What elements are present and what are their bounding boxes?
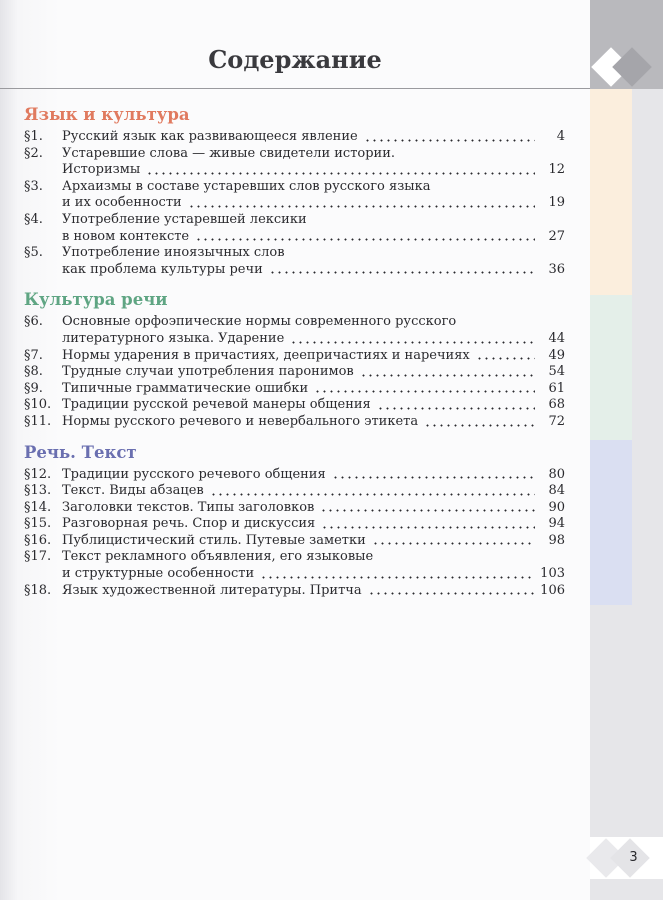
dot-leader xyxy=(320,502,535,512)
section-number: §13. xyxy=(24,483,52,499)
toc-entry xyxy=(24,179,565,212)
page-ref: 72 xyxy=(548,413,565,429)
entry-line xyxy=(62,549,565,566)
entry-title: Разговорная речь. Спор и дискуссия xyxy=(62,516,316,532)
dot-leader xyxy=(360,367,535,377)
page-number-ornament xyxy=(590,837,663,879)
entry-line xyxy=(62,566,565,583)
page-number: 3 xyxy=(629,850,638,865)
entry-body xyxy=(62,146,565,179)
entry-line xyxy=(62,348,565,365)
dot-leader xyxy=(210,486,535,496)
entry-title: Употребление устаревшей лексики xyxy=(62,211,307,227)
toc-entry xyxy=(24,549,565,582)
entry-body xyxy=(62,583,565,600)
entry-line xyxy=(62,179,565,196)
section-band-2 xyxy=(590,295,632,440)
dot-leader xyxy=(195,231,535,241)
entry-body xyxy=(62,314,565,347)
entry-line xyxy=(62,146,565,163)
dot-leader xyxy=(146,165,535,175)
entry-line xyxy=(62,483,565,500)
section-heading: Культура речи xyxy=(24,290,168,310)
page-ref: 19 xyxy=(548,195,565,211)
entry-body xyxy=(62,129,565,146)
section-number: §17. xyxy=(24,549,52,565)
section-number: §8. xyxy=(24,364,43,380)
section-number: §2. xyxy=(24,145,43,161)
toc-entry xyxy=(24,516,565,533)
section-number: §6. xyxy=(24,314,43,330)
dot-leader xyxy=(332,469,535,479)
section-number: §18. xyxy=(24,582,52,598)
entry-title: литературного языка. Ударение xyxy=(62,330,285,346)
entry-title: Публицистический стиль. Путевые заметки xyxy=(62,532,366,548)
entry-title: Нормы ударения в причастиях, деепричастиях и наречиях xyxy=(62,347,470,363)
entry-line xyxy=(62,516,565,533)
page-ref: 4 xyxy=(556,129,565,144)
entry-body xyxy=(62,414,565,431)
toc-entry xyxy=(24,212,565,245)
entry-title: Текст рекламного объявления, его языковые xyxy=(62,549,374,565)
page-ref: 68 xyxy=(548,397,565,413)
entry-line xyxy=(62,583,565,600)
section-number: §14. xyxy=(24,499,52,515)
entry-line xyxy=(62,414,565,431)
toc-entry xyxy=(24,500,565,517)
entry-title: Историзмы xyxy=(62,162,141,178)
dot-leader xyxy=(290,334,535,344)
toc-entry xyxy=(24,348,565,365)
entry-title: Заголовки текстов. Типы заголовков xyxy=(62,499,315,515)
entry-body xyxy=(62,381,565,398)
entry-title: Трудные случаи употребления паронимов xyxy=(62,364,354,380)
dot-leader xyxy=(368,585,535,595)
entry-title: Типичные грамматические ошибки xyxy=(62,380,309,396)
dot-leader xyxy=(424,417,535,427)
entry-line xyxy=(62,212,565,229)
entry-title: Традиции русской речевой манеры общения xyxy=(62,397,371,413)
entry-title: в новом контексте xyxy=(62,228,190,244)
entry-title: и их особенности xyxy=(62,195,182,211)
entry-body xyxy=(62,467,565,484)
entry-title: Основные орфоэпические нормы современного русского xyxy=(62,314,457,330)
entry-title: и структурные особенности xyxy=(62,566,255,582)
toc-entry xyxy=(24,533,565,550)
dot-leader xyxy=(476,350,535,360)
toc-entry xyxy=(24,129,565,146)
entry-body xyxy=(62,549,565,582)
section-number: §12. xyxy=(24,466,52,482)
header-rule xyxy=(0,88,663,89)
section-number: §16. xyxy=(24,532,52,548)
entry-line xyxy=(62,500,565,517)
page-ref: 12 xyxy=(548,162,565,178)
page-ref: 49 xyxy=(548,347,565,363)
dot-leader xyxy=(372,535,535,545)
toc-entry xyxy=(24,245,565,278)
section-number: §7. xyxy=(24,347,43,363)
entry-line xyxy=(62,381,565,398)
section-number: §5. xyxy=(24,245,43,261)
entry-title: Устаревшие слова — живые свидетели истории. xyxy=(62,145,395,161)
entry-body xyxy=(62,179,565,212)
toc-entry xyxy=(24,381,565,398)
toc-entry xyxy=(24,397,565,414)
page-ref: 44 xyxy=(548,330,565,346)
page-ref: 27 xyxy=(548,228,565,244)
dot-leader xyxy=(364,132,535,142)
section-number: §3. xyxy=(24,178,43,194)
entry-body xyxy=(62,483,565,500)
dot-leader xyxy=(260,569,535,579)
diamond-icon xyxy=(612,47,652,87)
entry-body xyxy=(62,364,565,381)
toc-entry xyxy=(24,364,565,381)
entry-title: Употребление иноязычных слов xyxy=(62,245,285,261)
diamond-ornament-top xyxy=(590,46,663,88)
entry-line xyxy=(62,533,565,550)
section-number: §9. xyxy=(24,380,43,396)
side-strip xyxy=(590,0,663,900)
entry-title: как проблема культуры речи xyxy=(62,261,263,277)
toc-entry xyxy=(24,467,565,484)
entry-body xyxy=(62,348,565,365)
section-number: §10. xyxy=(24,397,52,413)
entry-title: Традиции русского речевого общения xyxy=(62,466,326,482)
toc-entry xyxy=(24,483,565,500)
entry-title: Русский язык как развивающееся явление xyxy=(62,129,358,144)
page-ref: 61 xyxy=(548,380,565,396)
entry-line xyxy=(62,397,565,414)
toc-entry xyxy=(24,146,565,179)
entry-title: Текст. Виды абзацев xyxy=(62,483,204,499)
section-number: §1. xyxy=(24,129,43,144)
entry-body xyxy=(62,500,565,517)
entry-body xyxy=(62,533,565,550)
section-band-1 xyxy=(590,89,632,295)
entry-title: Нормы русского речевого и невербального этикета xyxy=(62,413,419,429)
entry-line xyxy=(62,467,565,484)
entry-body xyxy=(62,516,565,533)
page-ref: 54 xyxy=(548,364,565,380)
dot-leader xyxy=(188,198,535,208)
page-ref: 80 xyxy=(548,466,565,482)
entry-line xyxy=(62,162,565,179)
section-heading: Речь. Текст xyxy=(24,442,137,462)
page-ref: 106 xyxy=(540,582,565,598)
entry-line xyxy=(62,245,565,262)
toc-entry xyxy=(24,583,565,600)
entry-line xyxy=(62,129,565,146)
entry-line xyxy=(62,195,565,212)
entry-title: Язык художественной литературы. Притча xyxy=(62,582,362,598)
entry-body xyxy=(62,212,565,245)
entry-line xyxy=(62,229,565,246)
table-of-contents xyxy=(24,104,565,599)
entry-body xyxy=(62,397,565,414)
entry-body xyxy=(62,245,565,278)
entry-title: Архаизмы в составе устаревших слов русского языка xyxy=(62,178,431,194)
page-ref: 36 xyxy=(548,261,565,277)
entry-line xyxy=(62,314,565,331)
section-number: §4. xyxy=(24,211,43,227)
dot-leader xyxy=(269,264,535,274)
entry-line xyxy=(62,262,565,279)
toc-entry xyxy=(24,314,565,347)
entry-line xyxy=(62,331,565,348)
entry-line xyxy=(62,364,565,381)
page-ref: 84 xyxy=(548,483,565,499)
section-number: §15. xyxy=(24,516,52,532)
dot-leader xyxy=(321,519,535,529)
toc-entry xyxy=(24,414,565,431)
page-title: Содержание xyxy=(208,45,382,74)
dot-leader xyxy=(314,383,535,393)
section-heading: Язык и культура xyxy=(24,105,190,124)
section-band-3 xyxy=(590,440,632,605)
page-ref: 98 xyxy=(548,532,565,548)
page-ref: 94 xyxy=(548,516,565,532)
dot-leader xyxy=(377,400,535,410)
page-ref: 90 xyxy=(548,499,565,515)
section-number: §11. xyxy=(24,413,52,429)
page-ref: 103 xyxy=(540,566,565,582)
